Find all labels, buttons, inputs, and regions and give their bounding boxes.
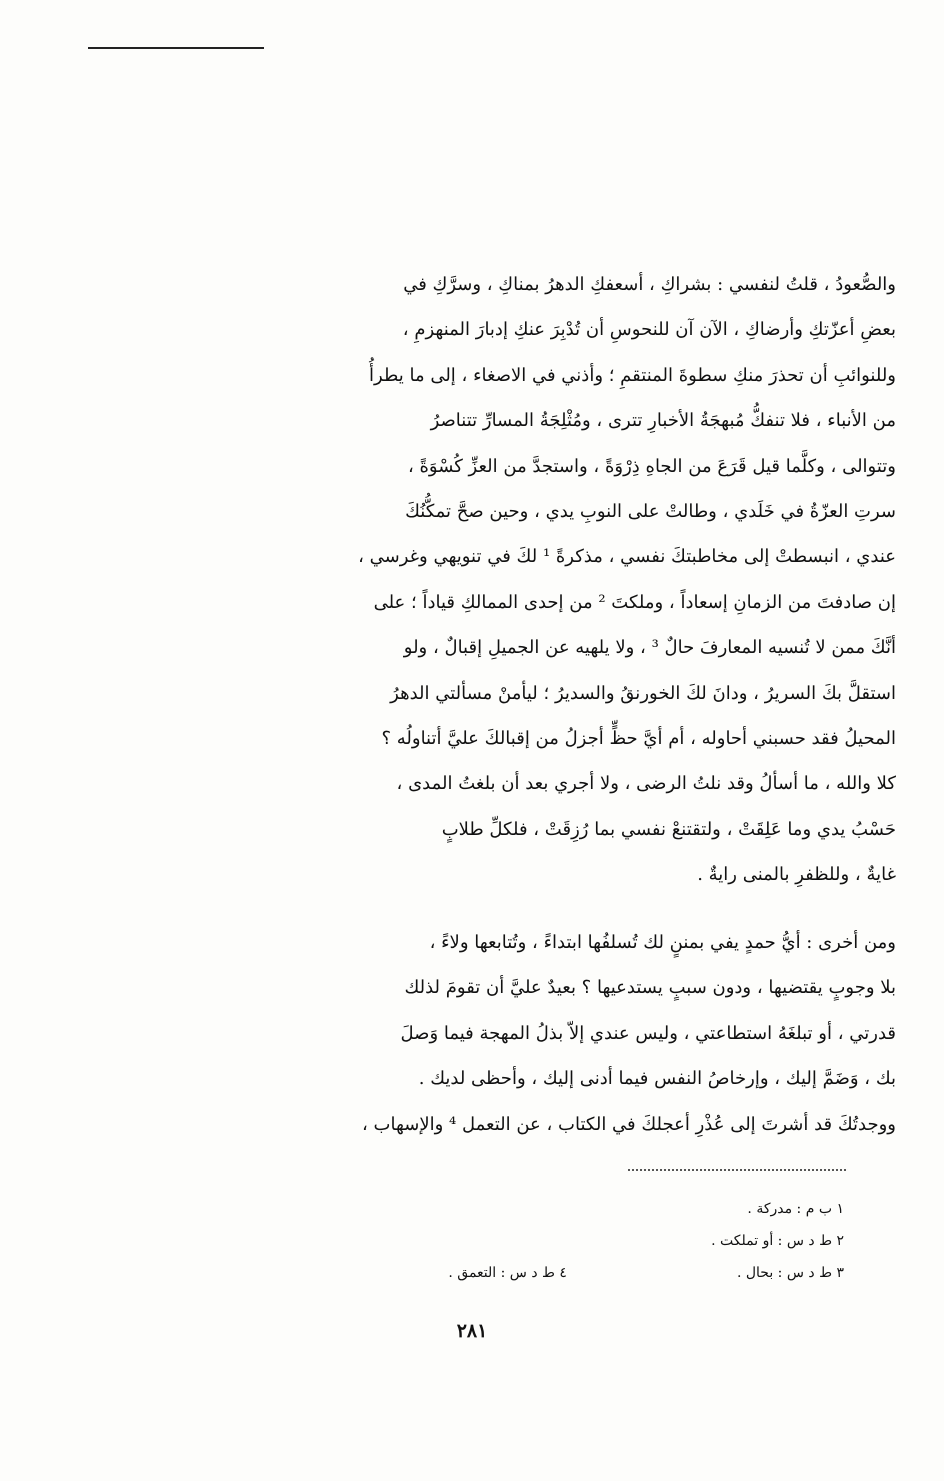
text-line: سرتِ العزّةُ في خَلَدي ، وطالتْ على النوبِ يدي ، وحين صحَّ تمكُّنُكَ [405,501,896,523]
footnote-separator [628,1169,846,1171]
text-line: كلا والله ، ما أسألُ وقد نلتُ الرضى ، ولا أجري بعد أن بلغتُ المدى ، [396,773,896,795]
text-line: المحيلُ فقد حسبني أحاوله ، أم أيَّ حظٍّ أجزلُ من إقبالكَ عليَّ أتناولُه ؟ [381,728,896,750]
text-line: بعضِ أعزّتكِ وأرضاكِ ، الآن آن للنحوسِ أن تُدْبِرَ عنكِ إدبارَ المنهزمِ ، [402,319,896,341]
text-line: غايةٌ ، وللظفرِ بالمنى رايةٌ . [697,864,896,886]
text-line: إن صادفتَ من الزمانِ إسعاداً ، وملكتَ ² من إحدى الممالكِ قياداً ؛ على [373,591,896,613]
text-line: بلا وجوبٍ يقتضيها ، ودون سببٍ يستدعيها ؟ بعيدٌ عليَّ أن تقومَ لذلك [404,977,896,999]
main-paragraph [150,262,896,898]
text-line: ومن أخرى : أيُّ حمدٍ يفي بمننٍ لك تُسلفُها ابتداءً ، وتُتابعها ولاءً ، [429,932,896,953]
text-line: استقلَّ بكَ السريرُ ، ودانَ لكَ الخورنقُ والسديرُ ؛ ليأمنْ مسألتي الدهرُ [390,682,896,704]
text-line: عندي ، انبسطتْ إلى مخاطبتكَ نفسي ، مذكرةً ¹ لكَ في تنويهي وغرسي ، [358,546,896,568]
text-line: حَسْبُ يدي وما عَلِقَتْ ، ولتقتنعْ نفسي بما رُزِقَتْ ، فلكلِّ طلابٍ [441,818,896,840]
footnote-3: ٣ ط د س : بحال . [736,1265,844,1281]
text-line: أنَّكَ ممن لا تُنسيه المعارفَ حالٌ ³ ، ولا يلهيه عن الجميلِ إقبالٌ ، ولو [403,637,896,659]
text-line: والصُّعودُ ، قلتُ لنفسي : بشراكِ ، أسعفكِ الدهرُ بمناكِ ، وسرَّكِ في [403,274,896,295]
text-line: بك ، وَضَمَّ إليك ، وإرخاصُ النفس فيما أدنى إليك ، وأحظى لديك . [418,1068,896,1090]
text-line: قدرتي ، أو تبلغَهُ استطاعتي ، وليس عندي إلاّ بذلُ المهجة فيما وَصلَ [400,1022,896,1044]
footnote-4: ٤ ط د س : التعمق . [448,1265,567,1281]
text-line: ووجدتُكَ قد أشرتَ إلى عُذْرِ أعجلكَ في الكتاب ، عن التعمل ⁴ والإسهاب ، [362,1113,896,1135]
text-line: وتتوالى ، وكلَّما قيل قَرَعَ من الجاهِ ذِرْوَةً ، واستجدَّ من العزِّ كُسْوَةً ، [407,455,896,477]
text-line: من الأنباء ، فلا تنفكُّ مُبهجَةُ الأخبارِ تترى ، ومُثْلِجَةُ المسارِّ تتناصرُ [430,410,896,432]
footnotes [150,1193,844,1289]
header-rule [88,47,264,49]
second-paragraph [150,920,896,1147]
footnote-2: ٢ ط د س : أو تملكت . [711,1233,844,1249]
footnote-1: ١ ب م : مدركة . [747,1201,844,1217]
text-line: وللنوائبِ أن تحذرَ منكِ سطوةَ المنتقمِ ؛ وأذني في الاصغاء ، إلى ما يطرأُ [369,364,896,386]
page-number: ٢٨١ [456,1320,488,1342]
footnote-row [150,1257,844,1289]
